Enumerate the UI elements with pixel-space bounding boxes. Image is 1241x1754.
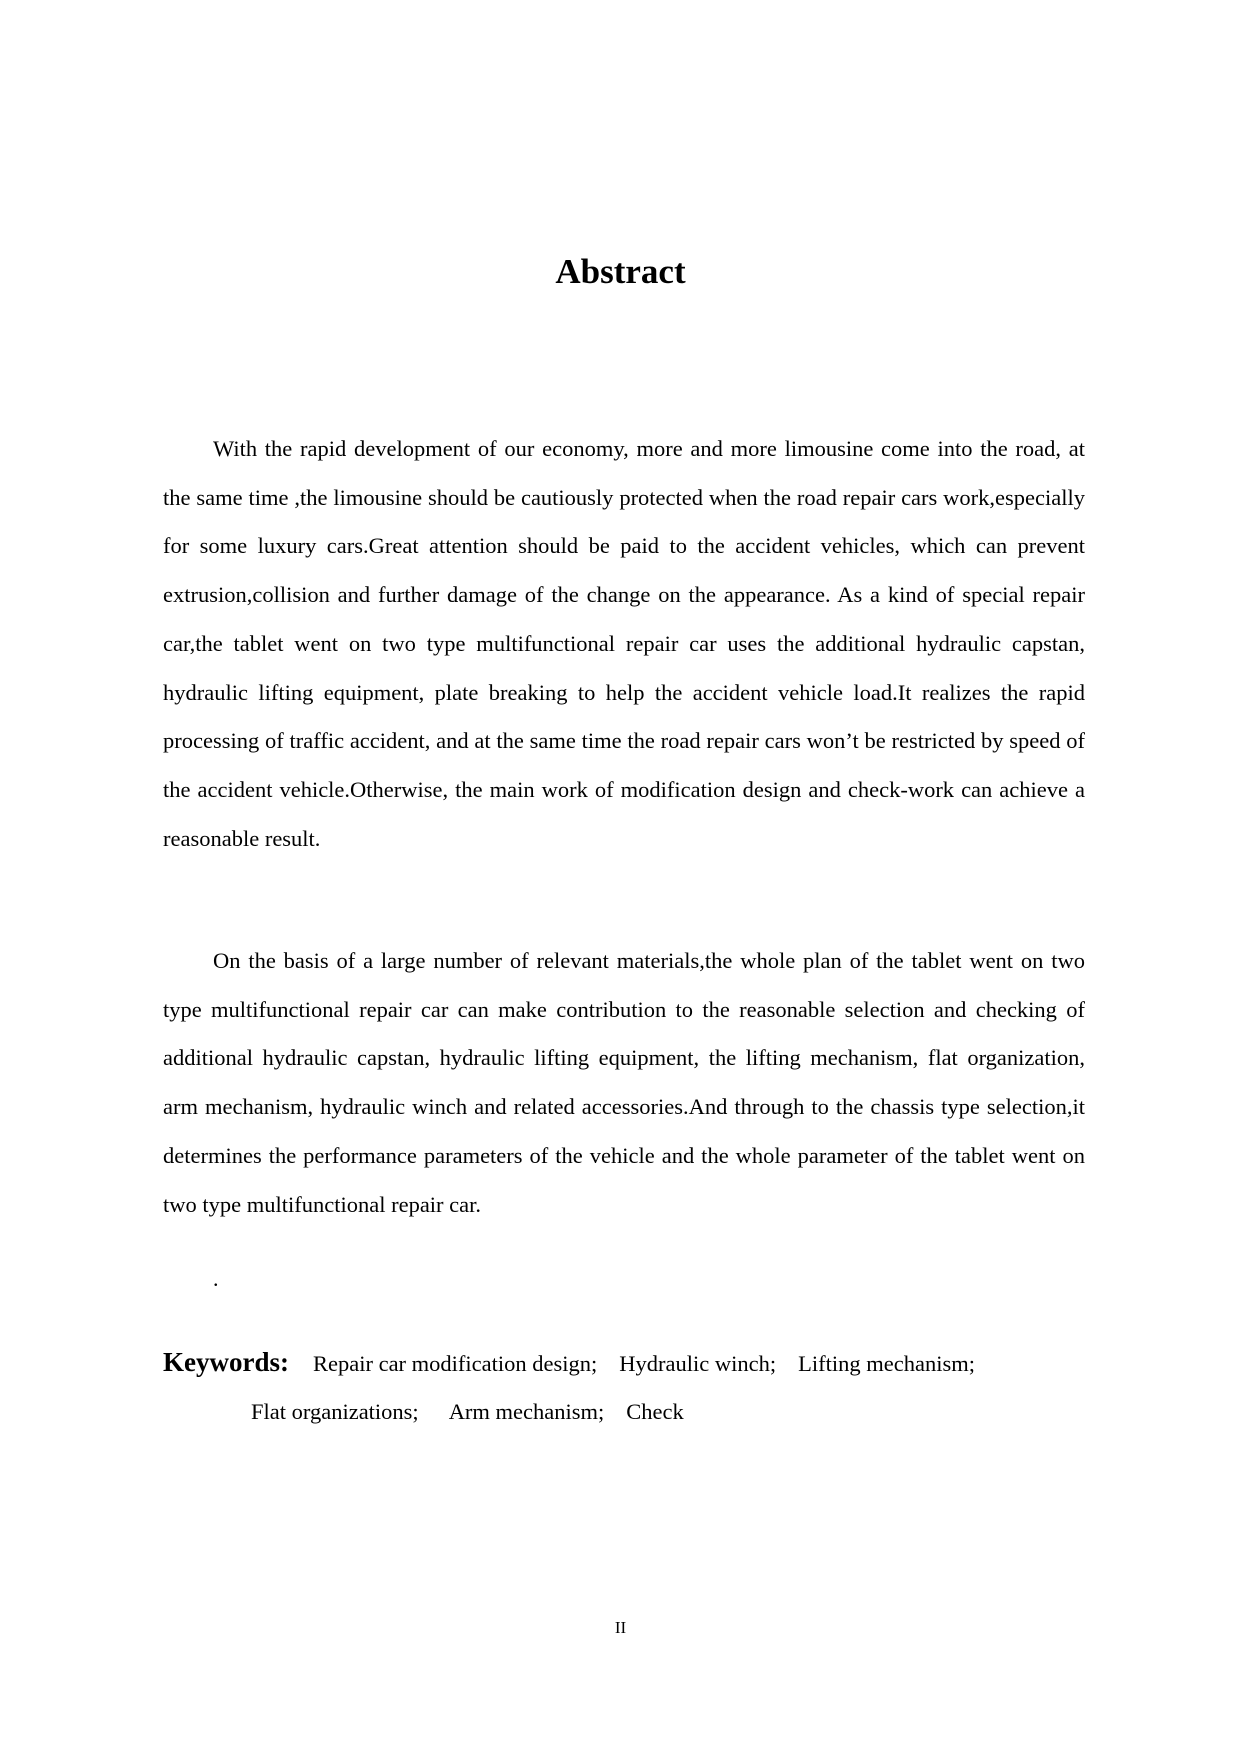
stray-period: . — [213, 1266, 219, 1291]
keywords-section — [163, 1338, 1103, 1436]
keyword: Hydraulic winch; — [619, 1351, 777, 1376]
keyword: Flat organizations; — [251, 1399, 419, 1424]
page-title: Abstract — [555, 252, 686, 291]
keyword: Repair car modification design; — [312, 1351, 598, 1376]
keywords-label: Keywords: — [163, 1347, 289, 1377]
keyword: Check — [626, 1399, 684, 1424]
abstract-paragraph-1: With the rapid development of our economy, more and more limousine come into the road, at the same time ,the limousine should be cautiously protected when the road repair cars work,especially for some luxury cars.Great attention should be paid to the accident vehicles, which can prevent extrusion,collision and further damage of the change on the appearance. As a kind of special repair car,the tablet went on two type multifunctional repair car uses the additional hydraulic capstan, hydraulic lifting equipment, plate breaking to help the accident vehicle load.It realizes the rapid processing of traffic accident, and at the same time the road repair cars won’t be restricted by speed of the accident vehicle.Otherwise, the main work of modification design and check-work can achieve a reasonable result. — [163, 436, 1085, 851]
keywords-row — [163, 1338, 1103, 1388]
keyword: Arm mechanism; — [448, 1399, 605, 1424]
abstract-paragraph-2: On the basis of a large number of relevant materials,the whole plan of the tablet went on two type multifunctional repair car can make contribution to the reasonable selection and checking of additional hydraulic capstan, hydraulic lifting equipment, the lifting mechanism, flat organization, arm mechanism, hydraulic winch and related accessories.And through to the chassis type selection,it determines the performance parameters of the vehicle and the whole parameter of the tablet went on two type multifunctional repair car. — [163, 948, 1085, 1217]
keyword: Lifting mechanism; — [798, 1351, 975, 1376]
page-number: II — [614, 1618, 627, 1637]
keywords-row — [163, 1388, 1103, 1436]
